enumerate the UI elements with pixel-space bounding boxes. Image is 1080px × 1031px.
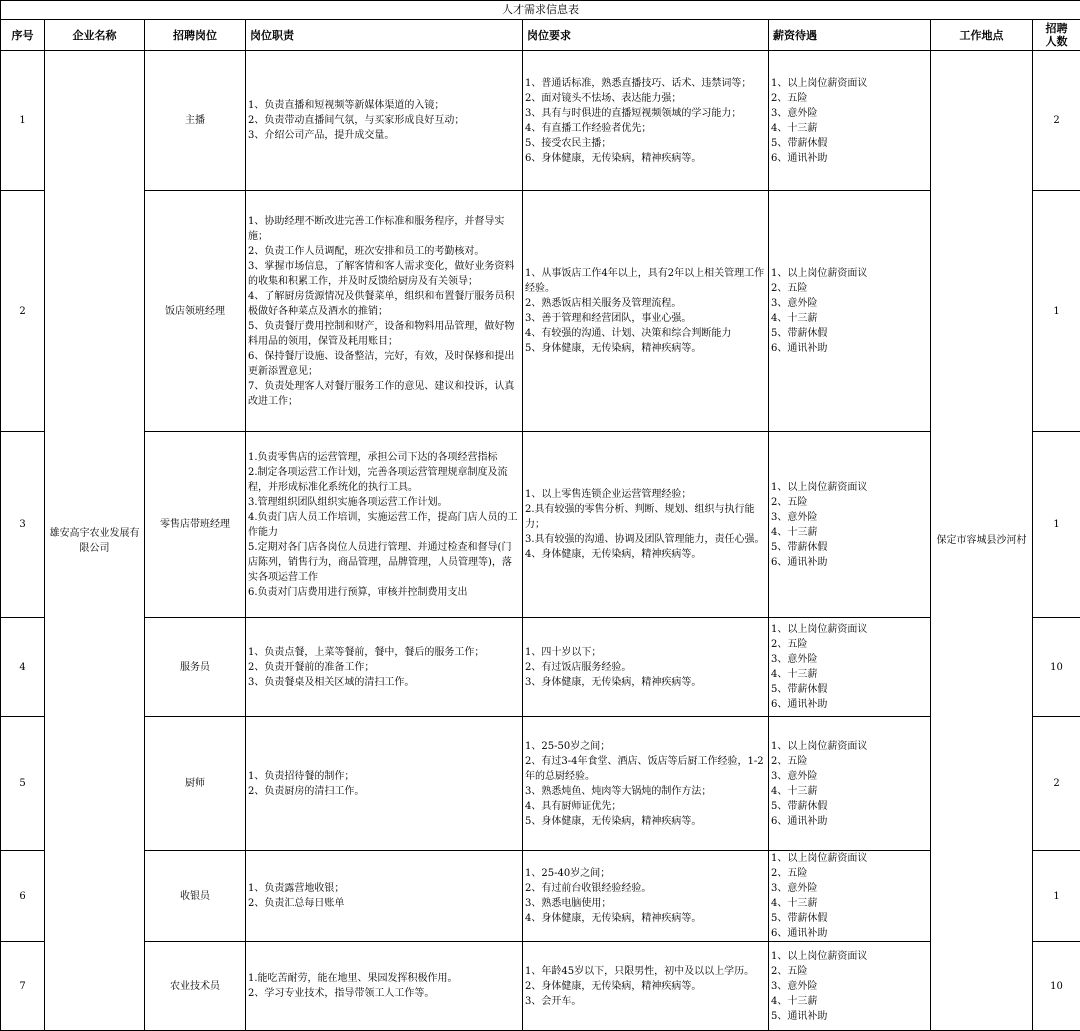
salary-line: 3、意外险: [771, 296, 928, 311]
requirement-line: 3、具有与时俱进的直播短视频领域的学习能力；: [525, 106, 766, 121]
duty-line: 5、负责餐厅费用控制和财产，设备和物料用品管理，做好物料用品的领用，保管及耗用账目；: [248, 319, 520, 349]
duty-line: 1、负责直播和短视频等新媒体渠道的入镜；: [248, 98, 520, 113]
salary-line: 6、通讯补助: [771, 151, 928, 166]
requirement-line: 3、会开车。: [525, 994, 766, 1009]
salary-line: 2、五险: [771, 495, 928, 510]
position-name: 饭店领班经理: [145, 191, 246, 432]
duty-line: 2、学习专业技术，指导带领工人工作等。: [248, 986, 520, 1001]
duty-line: 2、负责带动直播间气氛，与买家形成良好互动；: [248, 113, 520, 128]
requirement-line: 2、身体健康，无传染病，精神疾病等。: [525, 979, 766, 994]
requirement-line: 5、身体健康，无传染病，精神疾病等。: [525, 814, 766, 829]
duty-line: 1、协助经理不断改进完善工作标准和服务程序，并督导实施；: [248, 214, 520, 244]
salary-line: 4、十三薪: [771, 994, 928, 1009]
salary-line: 6、通讯补助: [771, 814, 928, 829]
requirement-line: 1、从事饭店工作4年以上，具有2年以上相关管理工作经验。: [525, 266, 766, 296]
salary-cell: [769, 851, 931, 942]
salary-line: 2、五险: [771, 637, 928, 652]
work-location: 保定市容城县沙河村: [931, 51, 1033, 1031]
duties-cell: [246, 191, 523, 432]
salary-line: 6、通讯补助: [771, 926, 928, 941]
salary-line: 3、意外险: [771, 106, 928, 121]
header-count-line1: 招聘: [1035, 22, 1078, 35]
requirement-line: 1、年龄45岁以下，只限男性，初中及以以上学历。: [525, 964, 766, 979]
requirement-line: 2、有过饭店服务经验。: [525, 660, 766, 675]
salary-line: 2、五险: [771, 866, 928, 881]
row-index: 2: [1, 191, 45, 432]
salary-line: 5、带薪休假: [771, 682, 928, 697]
header-location: 工作地点: [931, 20, 1033, 51]
requirement-line: 3、熟悉炖鱼、炖肉等大锅炖的制作方法；: [525, 784, 766, 799]
position-name: 农业技术员: [145, 942, 246, 1031]
hire-count: 10: [1033, 942, 1080, 1031]
row-index: 3: [1, 432, 45, 618]
table-row: [1, 942, 1080, 1031]
salary-cell: [769, 942, 931, 1031]
salary-line: 5、带薪休假: [771, 136, 928, 151]
hire-count: 2: [1033, 717, 1080, 851]
salary-line: 4、十三薪: [771, 896, 928, 911]
requirements-cell: [523, 51, 769, 191]
header-company: 企业名称: [45, 20, 145, 51]
requirement-line: 3.具有较强的沟通、协调及团队管理能力，责任心强。: [525, 532, 766, 547]
salary-line: 3、意外险: [771, 769, 928, 784]
requirement-line: 4、有较强的沟通、计划、决策和综合判断能力: [525, 326, 766, 341]
duty-line: 3、负责餐桌及相关区域的清扫工作。: [248, 675, 520, 690]
table-row: [1, 432, 1080, 618]
row-index: 5: [1, 717, 45, 851]
requirement-line: 5、身体健康，无传染病，精神疾病等。: [525, 341, 766, 356]
requirements-cell: [523, 851, 769, 942]
duty-line: 5.定期对各门店各岗位人员进行管理、并通过检查和督导(门店陈列，销售行为，商品管理，品牌管理，人员管理等)，落实各项运营工作: [248, 540, 520, 585]
salary-line: 1、以上岗位薪资面议: [771, 949, 928, 964]
requirement-line: 3、熟悉电脑使用；: [525, 896, 766, 911]
position-name: 厨师: [145, 717, 246, 851]
duties-cell: [246, 851, 523, 942]
salary-line: 4、十三薪: [771, 784, 928, 799]
duty-line: 1、负责点餐，上菜等餐前，餐中，餐后的服务工作；: [248, 645, 520, 660]
header-salary: 薪资待遇: [769, 20, 931, 51]
duty-line: 3.管理组织团队组织实施各项运营工作计划。: [248, 495, 520, 510]
duty-line: 1、负责招待餐的制作；: [248, 769, 520, 784]
position-name: 服务员: [145, 618, 246, 717]
salary-cell: [769, 618, 931, 717]
duty-line: 2.制定各项运营工作计划，完善各项运营管理规章制度及流程，并形成标准化系统化的执行工具。: [248, 465, 520, 495]
salary-line: 1、以上岗位薪资面议: [771, 480, 928, 495]
requirement-line: 4、身体健康，无传染病，精神疾病等。: [525, 911, 766, 926]
salary-line: 5、通讯补助: [771, 1009, 928, 1024]
header-row: [1, 20, 1080, 51]
duty-line: 4、了解厨房货源情况及供餐菜单，组织和布置餐厅服务员积极做好各种菜点及酒水的推销；: [248, 289, 520, 319]
requirement-line: 1、四十岁以下；: [525, 645, 766, 660]
salary-line: 4、十三薪: [771, 667, 928, 682]
requirement-line: 2.具有较强的零售分析、判断、规划、组织与执行能力；: [525, 502, 766, 532]
salary-line: 4、十三薪: [771, 121, 928, 136]
duties-cell: [246, 717, 523, 851]
salary-line: 2、五险: [771, 964, 928, 979]
requirement-line: 1、普通话标准，熟悉直播技巧、话术、违禁词等；: [525, 76, 766, 91]
duties-cell: [246, 51, 523, 191]
table-title: 人才需求信息表: [1, 1, 1080, 20]
table-row: [1, 717, 1080, 851]
salary-line: 2、五险: [771, 754, 928, 769]
table-row: [1, 618, 1080, 717]
company-name: 雄安高宇农业发展有限公司: [45, 51, 145, 1031]
salary-cell: [769, 191, 931, 432]
row-index: 1: [1, 51, 45, 191]
duty-line: 4.负责门店人员工作培训，实施运营工作，提高门店人员的工作能力: [248, 510, 520, 540]
salary-line: 4、十三薪: [771, 311, 928, 326]
table-row: [1, 191, 1080, 432]
duty-line: 6.负责对门店费用进行预算，审核并控制费用支出: [248, 585, 520, 600]
position-name: 主播: [145, 51, 246, 191]
duty-line: 1.负责零售店的运营管理，承担公司下达的各项经营指标: [248, 450, 520, 465]
salary-line: 3、意外险: [771, 652, 928, 667]
row-index: 4: [1, 618, 45, 717]
duty-line: 7、负责处理客人对餐厅服务工作的意见、建议和投诉，认真改进工作；: [248, 379, 520, 409]
header-duties: 岗位职责: [246, 20, 523, 51]
salary-line: 6、通讯补助: [771, 697, 928, 712]
position-name: 零售店带班经理: [145, 432, 246, 618]
requirement-line: 5、接受农民主播；: [525, 136, 766, 151]
salary-cell: [769, 717, 931, 851]
position-name: 收银员: [145, 851, 246, 942]
duty-line: 1.能吃苦耐劳，能在地里、果园发挥积极作用。: [248, 971, 520, 986]
requirement-line: 1、25-50岁之间；: [525, 739, 766, 754]
header-requirements: 岗位要求: [523, 20, 769, 51]
hire-count: 1: [1033, 851, 1080, 942]
header-position: 招聘岗位: [145, 20, 246, 51]
salary-line: 1、以上岗位薪资面议: [771, 622, 928, 637]
salary-line: 5、带薪休假: [771, 326, 928, 341]
hire-count: 1: [1033, 191, 1080, 432]
salary-cell: [769, 51, 931, 191]
salary-line: 6、通讯补助: [771, 341, 928, 356]
salary-line: 1、以上岗位薪资面议: [771, 266, 928, 281]
header-count-line2: 人数: [1035, 35, 1078, 48]
salary-line: 3、意外险: [771, 510, 928, 525]
requirement-line: 2、面对镜头不怯场、表达能力强；: [525, 91, 766, 106]
hire-count: 2: [1033, 51, 1080, 191]
requirement-line: 4、有直播工作经验者优先；: [525, 121, 766, 136]
requirement-line: 4、具有厨师证优先；: [525, 799, 766, 814]
salary-line: 3、意外险: [771, 979, 928, 994]
duties-cell: [246, 942, 523, 1031]
requirements-cell: [523, 717, 769, 851]
requirement-line: 1、以上零售连锁企业运营管理经验；: [525, 487, 766, 502]
duty-line: 6、保持餐厅设施、设备整洁，完好，有效，及时保修和提出更新添置意见；: [248, 349, 520, 379]
table-row: [1, 51, 1080, 191]
header-index: 序号: [1, 20, 45, 51]
requirement-line: 2、有过前台收银经验经验。: [525, 881, 766, 896]
table-row: [1, 851, 1080, 942]
duty-line: 2、负责汇总每日账单: [248, 896, 520, 911]
requirements-cell: [523, 618, 769, 717]
requirements-cell: [523, 432, 769, 618]
salary-line: 1、以上岗位薪资面议: [771, 76, 928, 91]
salary-line: 2、五险: [771, 91, 928, 106]
requirements-cell: [523, 942, 769, 1031]
duty-line: 2、负责工作人员调配，班次安排和员工的考勤核对。: [248, 244, 520, 259]
duties-cell: [246, 618, 523, 717]
salary-line: 6、通讯补助: [771, 555, 928, 570]
duty-line: 2、负责厨房的清扫工作。: [248, 784, 520, 799]
duties-cell: [246, 432, 523, 618]
requirement-line: 1、25-40岁之间；: [525, 866, 766, 881]
requirement-line: 2、熟悉饭店相关服务及管理流程。: [525, 296, 766, 311]
requirement-line: 2、有过3-4年食堂、酒店、饭店等后厨工作经验，1-2年的总厨经验。: [525, 754, 766, 784]
requirements-cell: [523, 191, 769, 432]
duty-line: 3、介绍公司产品，提升成交量。: [248, 128, 520, 143]
salary-line: 5、带薪休假: [771, 799, 928, 814]
table-body: [1, 51, 1080, 1031]
requirement-line: 3、善于管理和经营团队，事业心强。: [525, 311, 766, 326]
salary-line: 5、带薪休假: [771, 911, 928, 926]
requirement-line: 3、身体健康，无传染病，精神疾病等。: [525, 675, 766, 690]
salary-line: 5、带薪休假: [771, 540, 928, 555]
hire-count: 10: [1033, 618, 1080, 717]
salary-cell: [769, 432, 931, 618]
row-index: 6: [1, 851, 45, 942]
salary-line: 1、以上岗位薪资面议: [771, 739, 928, 754]
duty-line: 3、掌握市场信息，了解客情和客人需求变化，做好业务资料的收集和积累工作，并及时反馈给厨房及有关领导；: [248, 259, 520, 289]
duty-line: 1、负责露营地收银；: [248, 881, 520, 896]
header-count: [1033, 20, 1080, 51]
salary-line: 1、以上岗位薪资面议: [771, 851, 928, 866]
hire-count: 1: [1033, 432, 1080, 618]
requirement-line: 4、身体健康，无传染病，精神疾病等。: [525, 547, 766, 562]
requirement-line: 6、身体健康，无传染病，精神疾病等。: [525, 151, 766, 166]
row-index: 7: [1, 942, 45, 1031]
salary-line: 4、十三薪: [771, 525, 928, 540]
salary-line: 3、意外险: [771, 881, 928, 896]
duty-line: 2、负责开餐前的准备工作；: [248, 660, 520, 675]
salary-line: 2、五险: [771, 281, 928, 296]
